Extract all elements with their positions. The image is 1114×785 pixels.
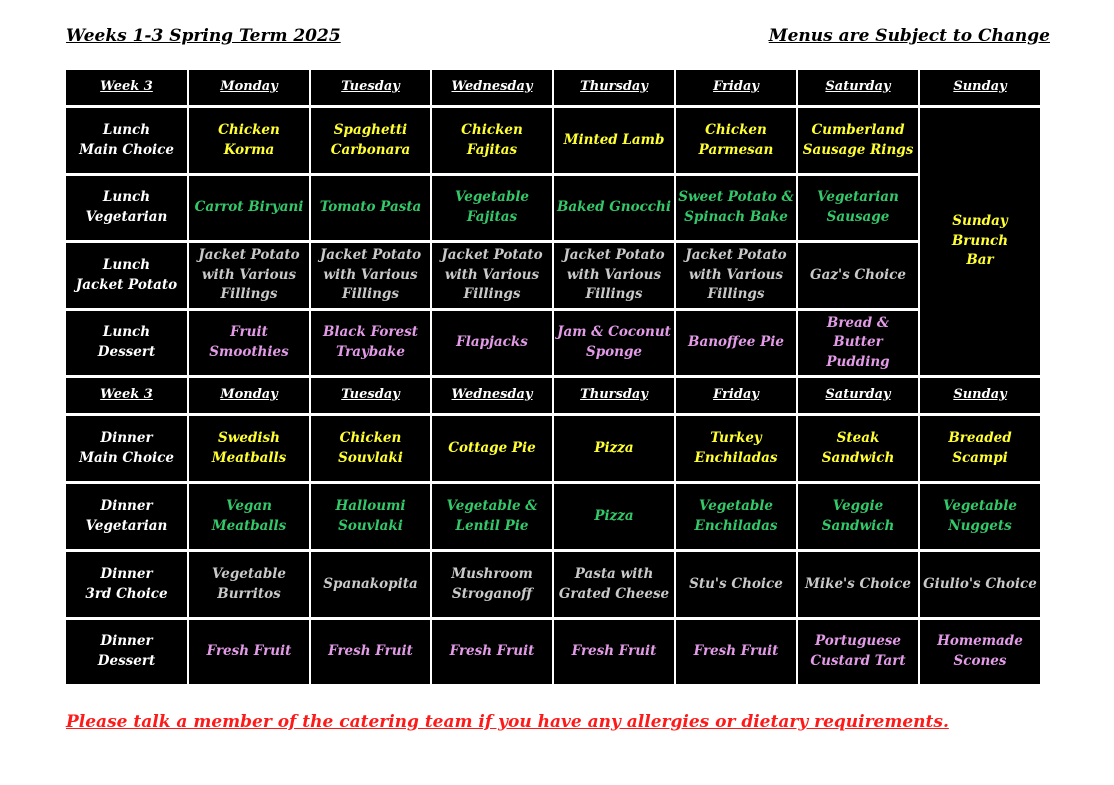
dinner-header-wednesday: Wednesday <box>432 378 552 413</box>
lunch-header-sunday: Sunday <box>920 70 1040 105</box>
menu-item: Mushroom Stroganoff <box>432 552 552 617</box>
menu-item: Chicken Souvlaki <box>311 416 430 481</box>
menu-item: Baked Gnocchi <box>554 176 674 240</box>
row-label-lunch-jacket-potato: Lunch Jacket Potato <box>66 243 187 308</box>
menu-item: Jacket Potato with Various Fillings <box>676 243 796 308</box>
menu-item: Chicken Korma <box>189 108 309 173</box>
menu-item: Giulio's Choice <box>920 552 1040 617</box>
menu-item: Jacket Potato with Various Fillings <box>189 243 309 308</box>
lunch-header-friday: Friday <box>676 70 796 105</box>
dinner-week-label: Week 3 <box>66 378 187 413</box>
menu-item: Spanakopita <box>311 552 430 617</box>
menu-item: Jam & Coconut Sponge <box>554 311 674 375</box>
menu-table <box>66 70 1043 682</box>
menu-item: Pasta with Grated Cheese <box>554 552 674 617</box>
menu-item: Homemade Scones <box>920 620 1040 684</box>
menu-item: Halloumi Souvlaki <box>311 484 430 549</box>
menu-item: Turkey Enchiladas <box>676 416 796 481</box>
row-label-dinner-vegetarian: Dinner Vegetarian <box>66 484 187 549</box>
sunday-brunch-cell: Sunday Brunch Bar <box>920 108 1040 375</box>
allergy-notice: Please talk a member of the catering team if you have any allergies or dietary requirements. <box>66 712 949 732</box>
lunch-header-tuesday: Tuesday <box>311 70 430 105</box>
menu-item: Jacket Potato with Various Fillings <box>432 243 552 308</box>
menu-item: Fresh Fruit <box>554 620 674 684</box>
menu-item: Vegetable Nuggets <box>920 484 1040 549</box>
menu-item: Flapjacks <box>432 311 552 375</box>
row-label-lunch-main-choice: Lunch Main Choice <box>66 108 187 173</box>
menu-item: Mike's Choice <box>798 552 918 617</box>
menu-item: Cottage Pie <box>432 416 552 481</box>
dinner-header-sunday: Sunday <box>920 378 1040 413</box>
menu-item: Jacket Potato with Various Fillings <box>554 243 674 308</box>
menu-item: Tomato Pasta <box>311 176 430 240</box>
lunch-header-monday: Monday <box>189 70 309 105</box>
menu-item: Vegetarian Sausage <box>798 176 918 240</box>
menu-item: Vegetable Enchiladas <box>676 484 796 549</box>
menu-change-notice: Menus are Subject to Change <box>768 26 1050 46</box>
menu-item: Black Forest Traybake <box>311 311 430 375</box>
dinner-header-monday: Monday <box>189 378 309 413</box>
menu-item: Portuguese Custard Tart <box>798 620 918 684</box>
menu-item: Jacket Potato with Various Fillings <box>311 243 430 308</box>
lunch-week-label: Week 3 <box>66 70 187 105</box>
menu-item: Vegetable & Lentil Pie <box>432 484 552 549</box>
menu-item: Fresh Fruit <box>432 620 552 684</box>
menu-item: Chicken Parmesan <box>676 108 796 173</box>
menu-item: Spaghetti Carbonara <box>311 108 430 173</box>
menu-item: Swedish Meatballs <box>189 416 309 481</box>
menu-item: Carrot Biryani <box>189 176 309 240</box>
menu-item: Veggie Sandwich <box>798 484 918 549</box>
menu-item: Vegan Meatballs <box>189 484 309 549</box>
row-label-dinner-3rd-choice: Dinner 3rd Choice <box>66 552 187 617</box>
lunch-header-saturday: Saturday <box>798 70 918 105</box>
menu-item: Breaded Scampi <box>920 416 1040 481</box>
menu-item: Bread & Butter Pudding <box>798 311 918 375</box>
menu-item: Chicken Fajitas <box>432 108 552 173</box>
dinner-header-saturday: Saturday <box>798 378 918 413</box>
menu-item: Vegetable Fajitas <box>432 176 552 240</box>
lunch-header-thursday: Thursday <box>554 70 674 105</box>
row-label-dinner-dessert: Dinner Dessert <box>66 620 187 684</box>
menu-item: Steak Sandwich <box>798 416 918 481</box>
menu-item: Fresh Fruit <box>676 620 796 684</box>
dinner-header-tuesday: Tuesday <box>311 378 430 413</box>
menu-item: Fresh Fruit <box>189 620 309 684</box>
menu-item: Minted Lamb <box>554 108 674 173</box>
dinner-header-thursday: Thursday <box>554 378 674 413</box>
menu-item: Cumberland Sausage Rings <box>798 108 918 173</box>
menu-period-title: Weeks 1-3 Spring Term 2025 <box>66 26 341 46</box>
row-label-lunch-vegetarian: Lunch Vegetarian <box>66 176 187 240</box>
menu-item: Gaz's Choice <box>798 243 918 308</box>
menu-item: Fresh Fruit <box>311 620 430 684</box>
lunch-header-wednesday: Wednesday <box>432 70 552 105</box>
menu-item: Pizza <box>554 416 674 481</box>
menu-item: Pizza <box>554 484 674 549</box>
menu-item: Vegetable Burritos <box>189 552 309 617</box>
menu-item: Fruit Smoothies <box>189 311 309 375</box>
menu-item: Stu's Choice <box>676 552 796 617</box>
menu-item: Sweet Potato & Spinach Bake <box>676 176 796 240</box>
dinner-header-friday: Friday <box>676 378 796 413</box>
row-label-lunch-dessert: Lunch Dessert <box>66 311 187 375</box>
row-label-dinner-main-choice: Dinner Main Choice <box>66 416 187 481</box>
menu-item: Banoffee Pie <box>676 311 796 375</box>
